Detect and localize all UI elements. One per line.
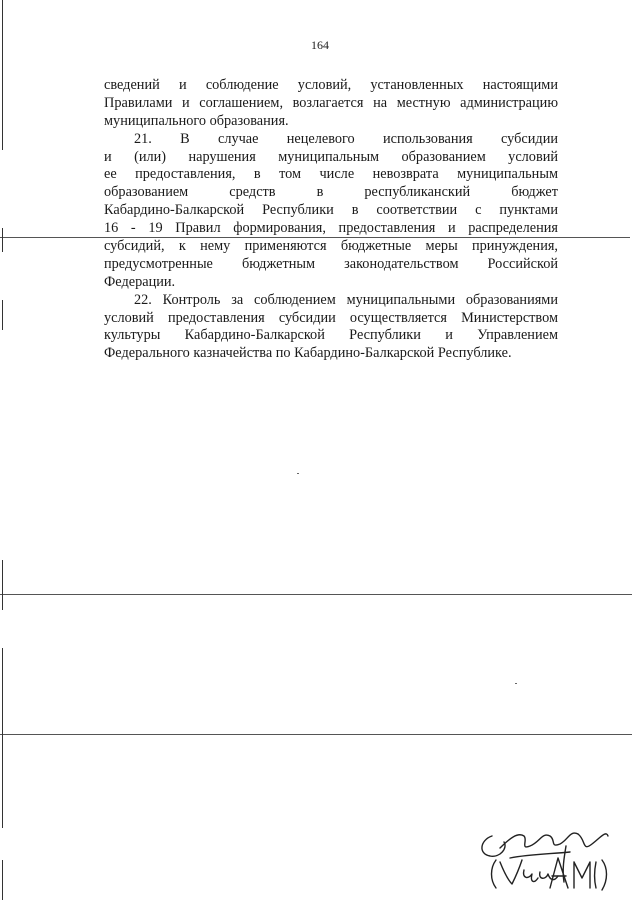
text-line: субсидий, к нему применяются бюджетные меры принуждения, — [104, 238, 558, 255]
text-line: 16 - 19 Правил формирования, предоставления и распределения — [104, 220, 558, 237]
paragraph-21-start: 21. В случае нецелевого использования субсидии — [134, 130, 558, 147]
text-line: Федерального казначейства по Кабардино-Балкарской Республике. — [104, 345, 512, 362]
text-line: условий предоставления субсидии осуществляется Министерством — [104, 309, 558, 326]
text-line: Правилами и соглашением, возлагается на местную администрацию — [104, 94, 558, 111]
text-line: и (или) нарушения муниципальным образованием условий — [104, 148, 558, 165]
text-line: образованием средств в республиканский бюджет — [104, 184, 558, 201]
text-line: сведений и соблюдение условий, установленных настоящими — [104, 77, 558, 93]
scan-edge — [2, 860, 3, 900]
text-line: Федерации. — [104, 273, 176, 290]
handwritten-signature — [470, 818, 620, 898]
text-line: культуры Кабардино-Балкарской Республики и Управлением — [104, 327, 558, 344]
paragraph-22-start: 22. Контроль за соблюдением муниципальными образованиями — [134, 291, 558, 308]
scan-speck — [515, 683, 517, 684]
scan-edge — [2, 300, 3, 330]
text-line: Кабардино-Балкарской Республики в соответствии с пунктами — [104, 202, 558, 219]
scan-line — [0, 594, 632, 595]
scan-edge — [2, 0, 3, 150]
document-body — [104, 77, 558, 363]
scan-line — [0, 734, 632, 735]
text-line: предусмотренные бюджетным законодательством Российской — [104, 255, 558, 272]
scan-edge — [2, 228, 3, 252]
scan-line — [0, 237, 630, 238]
scan-speck — [297, 473, 299, 474]
page-number: 164 — [311, 38, 329, 52]
scan-edge — [2, 560, 3, 610]
text-line: ее предоставления, в том числе невозврата муниципальным — [104, 166, 558, 183]
scan-edge — [2, 648, 3, 828]
text-line: муниципального образования. — [104, 112, 289, 129]
